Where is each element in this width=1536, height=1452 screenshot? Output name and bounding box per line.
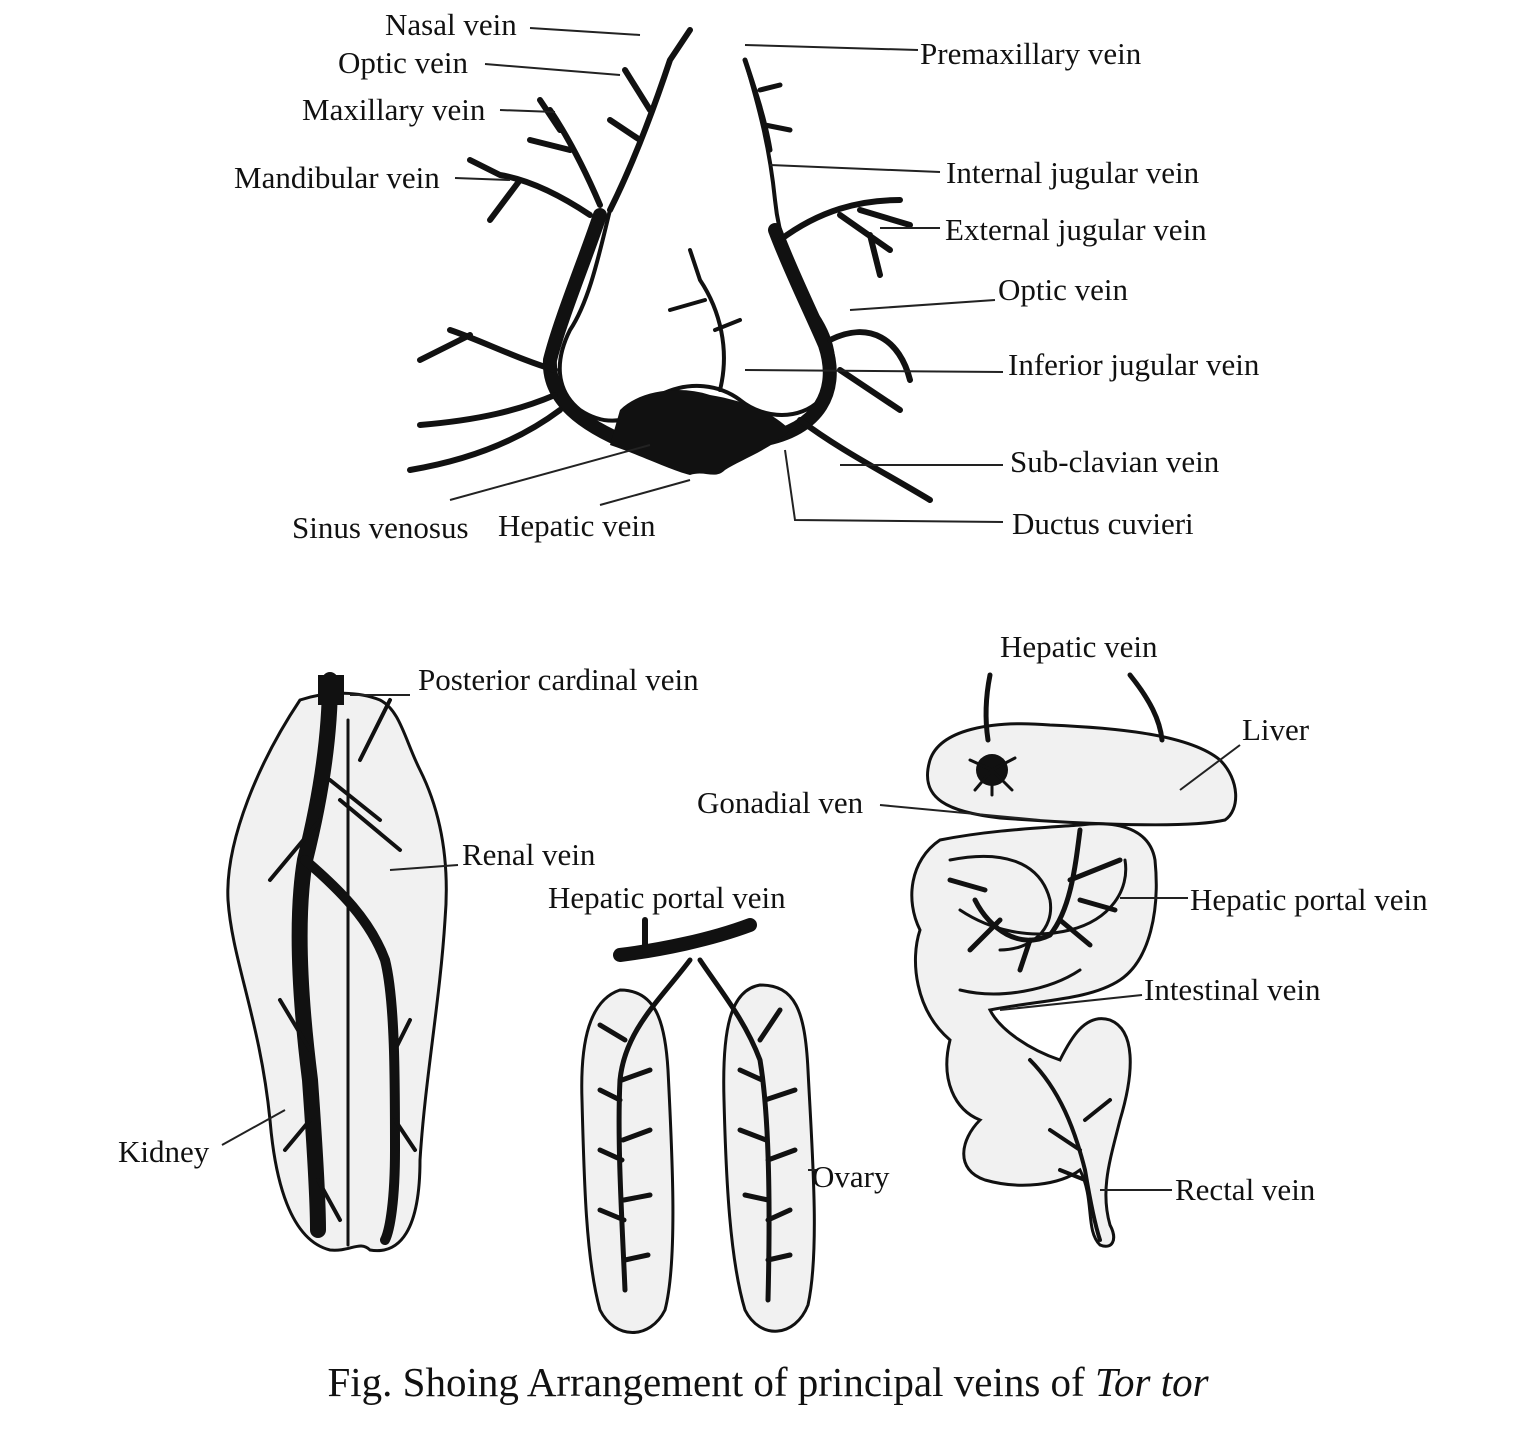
label-nasal-vein: Nasal vein — [385, 7, 517, 42]
label-internal-jugular-vein: Internal jugular vein — [946, 155, 1200, 190]
intestine-coils — [912, 824, 1156, 1247]
label-inferior-jugular-vein: Inferior jugular vein — [1008, 347, 1260, 382]
caption-prefix: Fig. Shoing Arrangement of principal veins of — [327, 1359, 1095, 1405]
hepatic-vein-right — [1130, 675, 1162, 740]
external-jugular-branch — [780, 200, 910, 275]
posterior-cardinal-top — [318, 675, 344, 705]
ovary-diagram — [548, 880, 890, 1333]
label-rectal-vein: Rectal vein — [1175, 1172, 1316, 1207]
label-mandibular-vein: Mandibular vein — [234, 160, 440, 195]
label-hepatic-portal-vein-gut: Hepatic portal vein — [1190, 882, 1428, 917]
leader-nasal-vein — [530, 28, 640, 35]
label-intestinal-vein: Intestinal vein — [1144, 972, 1321, 1007]
heart-outline — [560, 60, 833, 421]
label-sinus-venosus: Sinus venosus — [292, 510, 469, 545]
leader-hepatic-vein-top — [600, 480, 690, 505]
leader-inferior-jugular-vein — [745, 370, 1003, 372]
mandibular-vein-branch — [470, 160, 590, 220]
label-hepatic-vein-top: Hepatic vein — [498, 508, 656, 543]
liver-outline — [927, 724, 1235, 825]
head-venous-diagram — [234, 7, 1260, 545]
ovary-left-outline — [582, 990, 673, 1333]
label-ovary: Ovary — [812, 1159, 890, 1194]
label-premaxillary-vein: Premaxillary vein — [920, 36, 1142, 71]
right-trunk-vein — [760, 230, 830, 440]
label-sub-clavian-vein: Sub-clavian vein — [1010, 444, 1220, 479]
interior-hepatic-branch — [670, 250, 740, 390]
label-renal-vein: Renal vein — [462, 837, 596, 872]
label-hepatic-portal-vein-mid: Hepatic portal vein — [548, 880, 786, 915]
hepatic-portal-bar — [620, 925, 750, 955]
label-kidney: Kidney — [118, 1134, 210, 1169]
left-trunk-vein — [550, 215, 620, 440]
nasal-vein-branch — [610, 30, 690, 210]
leader-ductus-cuvieri — [785, 450, 1003, 522]
left-lower-branches — [410, 330, 560, 470]
label-liver: Liver — [1242, 712, 1310, 747]
sinus-venosus-shape — [610, 390, 790, 475]
caption-species: Tor tor — [1094, 1359, 1209, 1405]
label-hepatic-vein-gut: Hepatic vein — [1000, 629, 1158, 664]
label-maxillary-vein: Maxillary vein — [302, 92, 486, 127]
label-external-jugular-vein: External jugular vein — [945, 212, 1207, 247]
leader-internal-jugular-vein — [770, 165, 940, 172]
label-gonadial-ven: Gonadial ven — [697, 785, 864, 820]
label-ductus-cuvieri: Ductus cuvieri — [1012, 506, 1194, 541]
label-optic-vein-right: Optic vein — [998, 272, 1128, 307]
figure-caption — [0, 1358, 1536, 1406]
kidney-outline — [228, 693, 446, 1250]
leader-optic-vein-left — [485, 64, 620, 75]
label-posterior-cardinal-vein: Posterior cardinal vein — [418, 662, 699, 697]
leader-premaxillary-vein — [745, 45, 918, 50]
label-optic-vein-left: Optic vein — [338, 45, 468, 80]
premaxillary-vein-branch — [745, 60, 790, 150]
leader-optic-vein-right — [850, 300, 995, 310]
